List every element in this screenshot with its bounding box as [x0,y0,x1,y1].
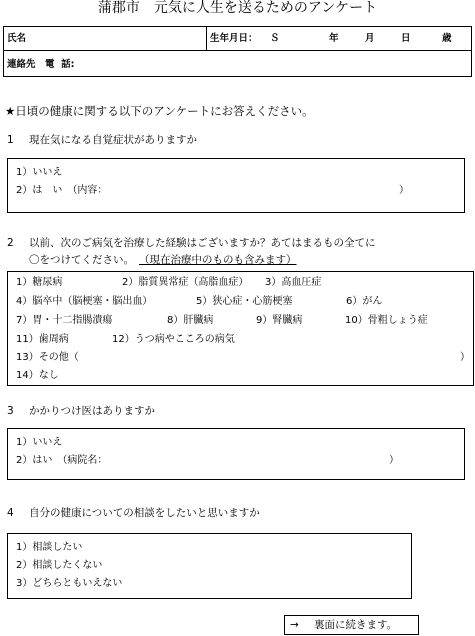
arrow-right-icon: → [290,619,299,631]
q4-option-1[interactable]: 1）相談したい [16,542,83,553]
page-title: 蒲郡市 元気に人生を送るためのアンケート [97,0,378,16]
header-row-1 [4,27,471,51]
q3-option-yes[interactable]: 2）はい （病院名： [16,455,108,466]
birth-day-label: 日 [401,33,411,44]
q2-option-12[interactable]: 12）うつ病やこころの病気 [112,334,235,345]
q2-option-14[interactable]: 14）なし [16,370,59,381]
continue-text: 裏面に続きます。 [314,619,398,631]
birth-year-label: 年 [329,33,339,44]
name-label: 氏名 [7,33,27,44]
q3-number: 3 [7,405,14,417]
q2-option-5[interactable]: 5）狭心症・心筋梗塞 [196,296,293,307]
header-divider [206,27,207,50]
q1-close-paren: ） [399,185,409,196]
header-table [3,26,472,77]
q2-option-8[interactable]: 8）肝臓病 [167,315,214,326]
q2-option-13[interactable]: 13）その他（ [16,352,79,363]
q2-option-6[interactable]: 6）がん [346,296,383,307]
q2-text-line2-note: （現在治療中のものも含みます） [139,254,297,266]
birth-month-label: 月 [365,33,375,44]
q3-answer-box [7,428,465,480]
q1-text: 現在気になる自覚症状がありますか [29,134,197,146]
q2-option-3[interactable]: 3）高血圧症 [265,277,322,288]
q4-text: 自分の健康についての相談をしたいと思いますか [29,507,260,519]
q4-option-3[interactable]: 3）どちらともいえない [16,578,123,589]
q2-text-line2: 〇をつけてください。 [29,254,134,266]
q2-option-13-close-paren: ） [460,352,470,363]
q1-number: 1 [7,134,14,146]
age-label: 歳 [442,33,452,44]
q2-answer-box [7,271,474,386]
birth-label: 生年月日： [210,33,258,44]
q3-close-paren: ） [389,455,399,466]
q3-text: かかりつけ医はありますか [29,405,155,417]
q1-answer-box [7,158,465,213]
birth-era: Ｓ [270,33,280,44]
q2-option-4[interactable]: 4）脳卒中（脳梗塞・脳出血） [16,296,153,307]
continue-notice [284,615,419,635]
q2-option-1[interactable]: 1）糖尿病 [16,277,63,288]
q3-option-no[interactable]: 1）いいえ [16,437,63,448]
q4-number: 4 [7,507,14,519]
q2-text-line1: 以前、次のご病気を治療した経験はございますか？あてはまるもの全てに [29,237,376,249]
q2-option-2[interactable]: 2）脂質異常症（高脂血症） [122,277,249,288]
q1-option-no[interactable]: 1）いいえ [16,167,63,178]
q2-option-9[interactable]: 9）腎臓病 [256,315,303,326]
q4-option-2[interactable]: 2）相談したくない [16,560,103,571]
intro-text: ★日頃の健康に関する以下のアンケートにお答えください。 [5,104,314,118]
q4-answer-box [7,533,412,599]
q2-number: 2 [7,237,14,249]
q2-option-10[interactable]: 10）骨粗しょう症 [345,315,428,326]
q2-option-11[interactable]: 11）歯周病 [16,334,69,345]
q2-option-7[interactable]: 7）胃・十二指腸潰瘍 [16,315,113,326]
contact-label: 連絡先 電 話: [7,59,75,70]
q1-option-yes[interactable]: 2）は い （内容： [16,185,108,196]
